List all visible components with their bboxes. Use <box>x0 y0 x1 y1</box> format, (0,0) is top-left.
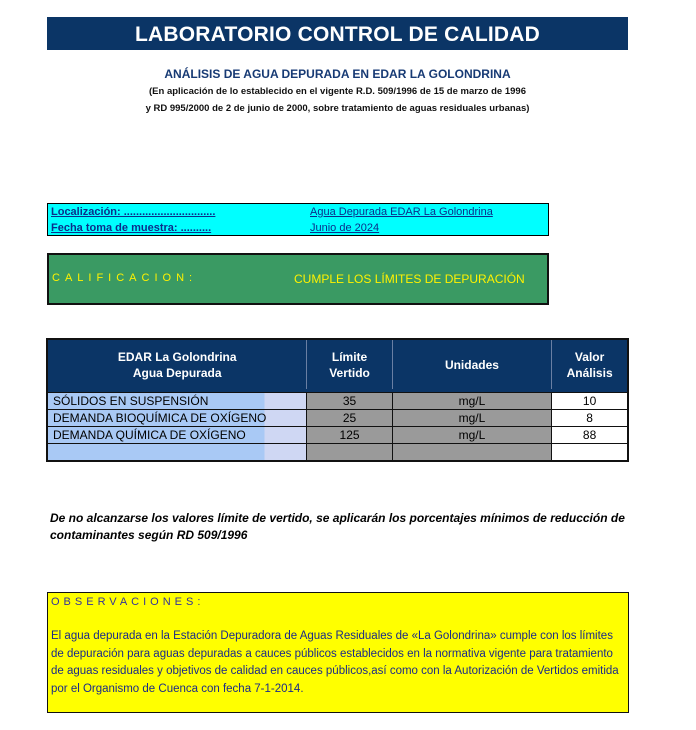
value-cell: 88 <box>552 427 628 444</box>
table-row <box>47 393 628 410</box>
value-cell: 10 <box>552 393 628 410</box>
param-header-line-2: Agua Depurada <box>132 365 222 380</box>
results-table <box>46 338 629 462</box>
limit-column-header <box>307 339 392 389</box>
legal-reference-line-2: y RD 995/2000 de 2 de junio de 2000, sobre tratamiento de aguas residuales urbanas) <box>145 103 530 114</box>
sample-date-label: Fecha toma de muestra: .......... <box>51 222 212 234</box>
param-cell: SÓLIDOS EN SUSPENSIÓN <box>47 393 307 410</box>
sample-date-value: Junio de 2024 <box>310 222 380 234</box>
report-title: LABORATORIO CONTROL DE CALIDAD <box>47 17 628 50</box>
units-cell: mg/L <box>392 427 552 444</box>
value-cell: 8 <box>552 410 628 427</box>
table-row <box>47 410 628 427</box>
location-value: Agua Depurada EDAR La Golondrina <box>310 206 493 218</box>
limit-header-line-1: Límite <box>331 349 368 364</box>
limit-cell: 125 <box>307 427 392 444</box>
param-cell: DEMANDA QUÍMICA DE OXÍGENO <box>47 427 307 444</box>
calification-label: CALIFICACION: <box>52 272 198 284</box>
value-header-line-1: Valor <box>574 349 605 364</box>
calification-box <box>47 253 549 305</box>
location-label: Localización: .............................. <box>51 206 216 218</box>
observations-text: El agua depurada en la Estación Depuradora de Aguas Residuales de «La Golondrina» cumple con los límites de depuración para aguas depuradas a cauces públicos establecidos en la normativa vigente para tratamiento de aguas residuales y objetivos de calidad en cauces públicos,así como con la Autorización de Vertidos emitida por el Organismo de Cuenca con fecha 7-1-2014. <box>51 630 619 695</box>
table-row <box>47 427 628 444</box>
param-cell: DEMANDA BIOQUÍMICA DE OXÍGENO <box>47 410 307 427</box>
units-cell: mg/L <box>392 393 552 410</box>
param-column-header <box>47 339 307 389</box>
limit-cell: 25 <box>307 410 392 427</box>
sample-info-box <box>47 203 549 236</box>
limit-cell: 35 <box>307 393 392 410</box>
param-cell <box>47 444 307 462</box>
units-cell: mg/L <box>392 410 552 427</box>
regulation-note: De no alcanzarse los valores límite de vertido, se aplicarán los porcentajes mínimos de reducción de contaminantes según RD 509/1996 <box>50 511 625 542</box>
observations-box <box>47 592 629 713</box>
value-header-line-2: Análisis <box>566 365 613 380</box>
report-subtitle: ANÁLISIS DE AGUA DEPURADA EN EDAR LA GOLONDRINA <box>164 67 511 81</box>
limit-header-line-2: Vertido <box>329 365 370 380</box>
param-header-line-1: EDAR La Golondrina <box>117 349 237 364</box>
calification-value: CUMPLE LOS LÍMITES DE DEPURACIÓN <box>294 272 525 286</box>
units-cell <box>392 444 552 462</box>
observations-title: OBSERVACIONES: <box>51 596 205 608</box>
table-row <box>47 444 628 462</box>
units-column-header: Unidades <box>392 339 552 389</box>
value-column-header <box>552 339 628 389</box>
value-cell <box>552 444 628 462</box>
legal-reference-line-1: (En aplicación de lo establecido en el vigente R.D. 509/1996 de 15 de marzo de 1996 <box>149 86 526 97</box>
table-header-row <box>47 339 628 389</box>
limit-cell <box>307 444 392 462</box>
